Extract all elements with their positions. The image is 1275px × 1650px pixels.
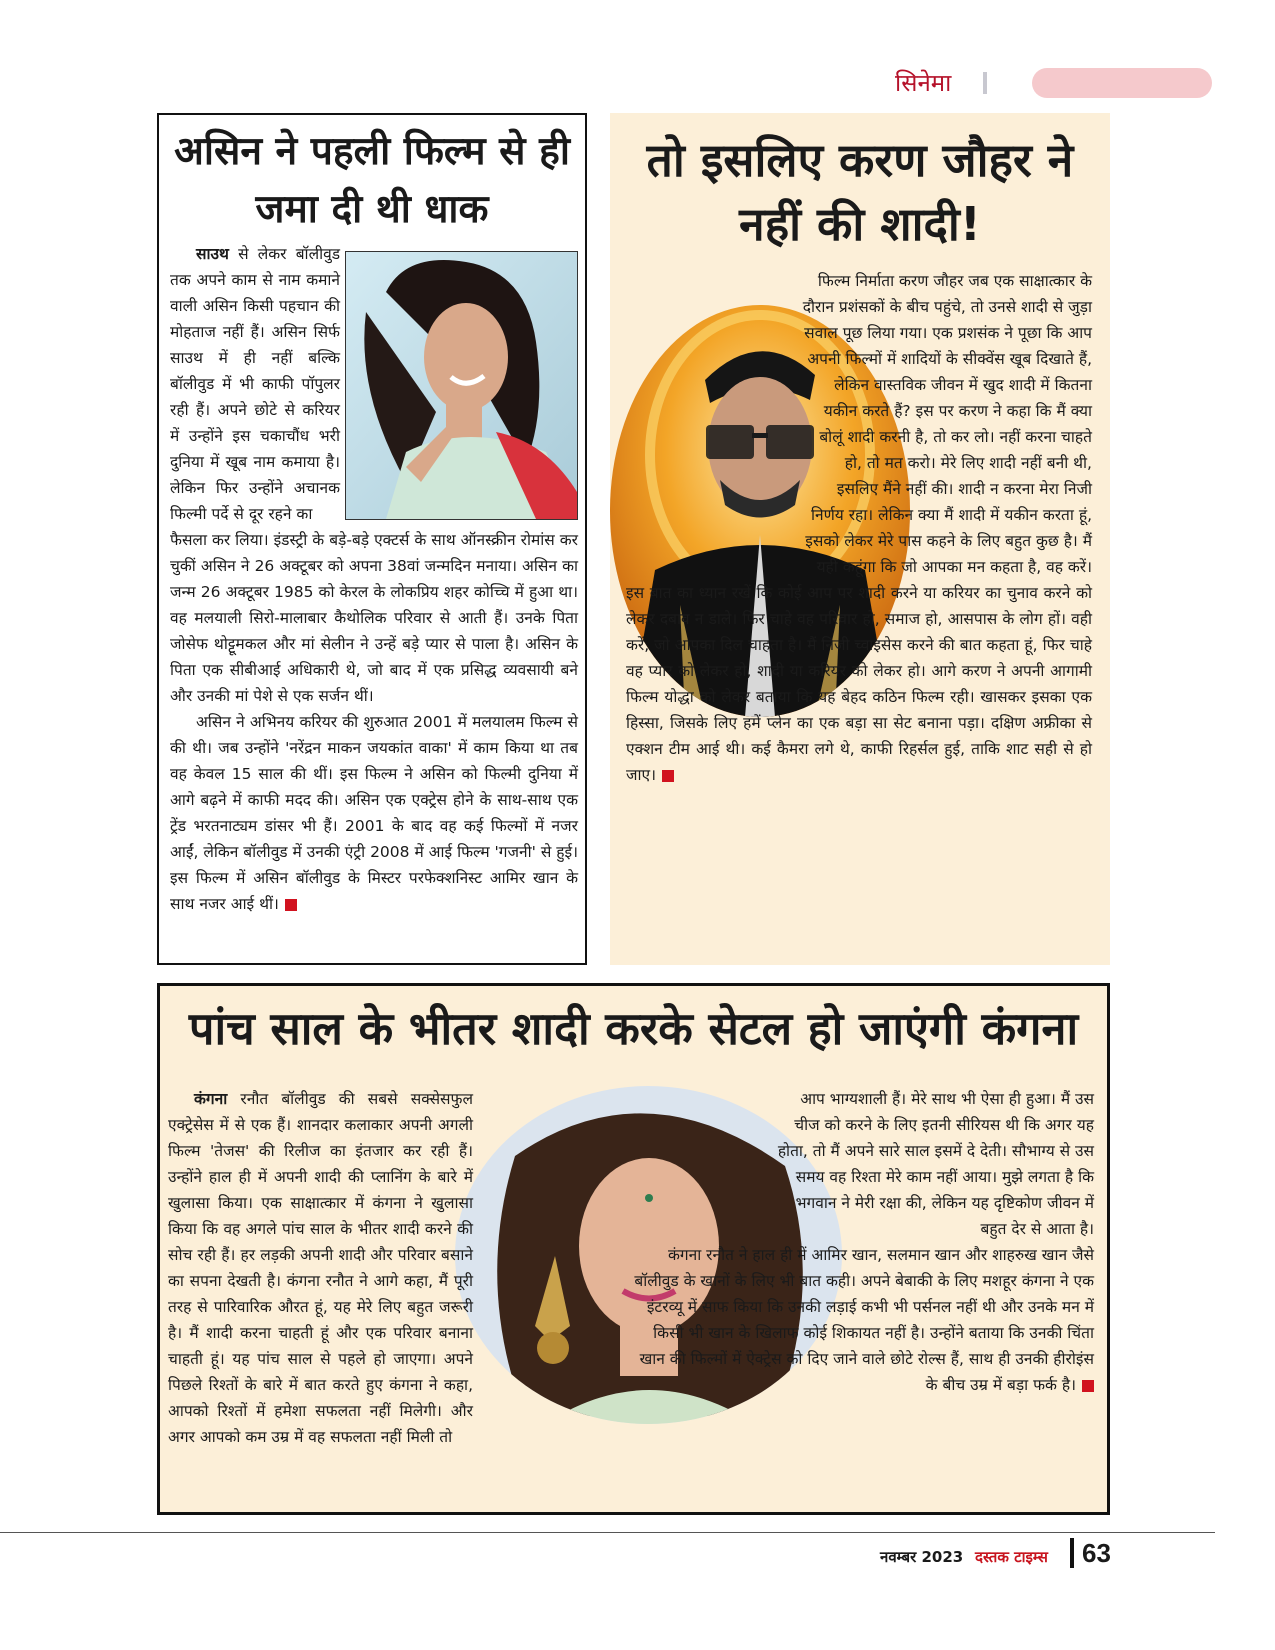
karan-paragraph-full bbox=[626, 580, 1092, 788]
footer-brand-logo: दस्तक टाइम्स bbox=[975, 1548, 1048, 1566]
end-mark-icon bbox=[1082, 1380, 1094, 1392]
karan-headline: तो इसलिए करण जौहर ने नहीं की शादी! bbox=[646, 133, 1074, 251]
karan-text-full: इस बात का ध्यान रखें कि कोई आप पर शादी करने या करियर का चुनाव करने को लेकर दबाव न डाले। फिर चाहे वह परिवार हो, समाज हो, आसपास के लोग हों। वही करें, जो आपका दिल चाहता है। मैं निजी च्वाइसेस करने की बात कहता हूं, फिर चाहे वह प्यार को लेकर हो, शादी या करियर को लेकर हो। आगे करण ने अपनी आगामी फिल्म योद्धा को लेकर बताया कि यह बेहद कठिन फिल्म रही। खासकर इसका एक हिस्सा, जिसके लिए हमें प्लेन का एक बड़ा सा सेट बनाना पड़ा। दक्षिण अफ्रीका से एक्शन टीम आई थी। कई कैमरा लगे थे, काफी रिहर्सल हुई, ताकि शाट सही से हो जाए। bbox=[626, 584, 1092, 784]
footer-date: नवम्बर 2023 bbox=[880, 1548, 964, 1566]
kangana-body-left bbox=[168, 1086, 623, 1450]
asin-paragraph-1-wrapped bbox=[170, 241, 340, 527]
kangana-text-right: कंगना रनौत ने हाल ही में आमिर खान, सलमान खान और शाहरुख खान जैसे बॉलीवुड के खानों के लिए भी बात कही। अपने बेबाकी के लिए मशहूर कंगना ने एक इंटरव्यू में साफ किया कि उनकी लड़ाई कभी भी पर्सनल नहीं थी और उनके मन में किसी भी खान के खिलाफ कोई शिकायत नहीं है। उन्होंने बताया कि उनकी चिंता खान की फिल्मों में ऐक्ट्रेस को दिए जाने वाले छोटे रोल्स हैं, साथ ही उनकी हीरोइंस के बीच उम्र में बड़ा फर्क है। bbox=[634, 1246, 1094, 1394]
kangana-text-left: रनौत बॉलीवुड की सबसे सक्सेसफुल एक्ट्रेसेस में से एक हैं। शानदार कलाकार अपनी अगली फिल्म 'तेजस' की रिलीज का इंतजार कर रही हैं। उन्होंने हाल ही में अपनी शादी की प्लानिंग के बारे में खुलासा किया। एक साक्षात्कार में कंगना ने खुलासा किया कि वह अगले पांच साल के भीतर शादी करने की सोच रही हैं। हर लड़की अपनी शादी और परिवार बसाने का सपना देखती है। कंगना रनौत ने आगे कहा, मैं पूरी तरह से पारिवारिक औरत हूं, यह मेरे लिए बहुत जरूरी है। मैं शादी करना चाहती हूं और एक परिवार बनाना चाहती हूं। यह पांच साल से पहले हो जाएगा। अपने पिछले रिश्तों के बारे में बात करते हुए कंगना ने कहा, आपको रिश्तों में हमेशा सफलता नहीं मिलेगी। और अगर आपको कम उम्र में वह सफलता नहीं मिली तो bbox=[168, 1090, 473, 1446]
footer-rule bbox=[0, 1532, 1215, 1533]
end-mark-icon bbox=[285, 899, 297, 911]
end-mark-icon bbox=[662, 770, 674, 782]
asin-paragraph-2 bbox=[170, 709, 578, 917]
kangana-paragraph-1 bbox=[168, 1086, 623, 1450]
asin-headline: असिन ने पहली फिल्म से ही जमा दी थी धाक bbox=[174, 129, 570, 232]
section-label: सिनेमा bbox=[895, 69, 952, 97]
kangana-paragraph-2: आप भाग्यशाली हैं। मेरे साथ भी ऐसा ही हुआ। मैं उस चीज को करने के लिए इतनी सीरियस थी कि अगर यह होता, तो मैं अपने सारे साल इसमें दे देती। सौभाग्य से उस समय वह रिश्ता मेरे काम नहीं आया। मुझे लगता है कि भगवान ने मेरी रक्षा की, लेकिन यह दृष्टिकोण जीवन में बहुत देर से आता है। bbox=[777, 1090, 1094, 1238]
page-number: 63 bbox=[1082, 1538, 1111, 1568]
kangana-body-right bbox=[630, 1086, 1094, 1398]
asin-text-p2: असिन ने अभिनय करियर की शुरुआत 2001 में मलयालम फिल्म से की थी। जब उन्होंने 'नरेंद्रन माकन जयकांत वाका' में काम किया था तब वह केवल 15 साल की थीं। इस फिल्म ने असिन को फिल्मी दुनिया में आगे बढ़ने में काफी मदद की। असिन एक एक्ट्रेस होने के साथ-साथ एक ट्रेंड भरतनाट्यम डांसर भी हैं। 2001 के बाद वह कई फिल्मों में नजर आईं, लेकिन बॉलीवुड में उनकी एंट्री 2008 में आई फिल्म 'गजनी' से हुई। इस फिल्म में असिन बॉलीवुड के मिस्टर परफेक्शनिस्ट आमिर खान के साथ नजर आई थीं। bbox=[170, 713, 578, 913]
kangana-paragraph-3 bbox=[630, 1242, 1094, 1398]
karan-paragraph-wrapped: फिल्म निर्माता करण जौहर जब एक साक्षात्कार के दौरान प्रशंसकों के बीच पहुंचे, तो उनसे शादी से जुड़ा सवाल पूछ लिया गया। एक प्रशसंक ने पूछा कि आप अपनी फिल्मों में शादियों के सीक्वेंस खूब दिखाते हैं, लेकिन वास्तविक जीवन में खुद शादी में कितना यकीन करते हैं? इस पर करण ने कहा कि मैं क्या बोलूं शादी करनी है, तो कर लो। नहीं करना चाहते हो, तो मत करो। मेरे लिए शादी नहीं बनी थी, इसलिए मैंने नहीं की। शादी न करना मेरा निजी निर्णय रहा। लेकिन क्या मैं शादी में यकीन करता हूं, इसको लेकर मेरे पास कहने के लिए बहुत कुछ है। मैं यही कहूंगा कि जो आपका मन कहता है, वह करें। bbox=[802, 272, 1092, 576]
section-pill-decoration bbox=[1032, 68, 1212, 98]
section-separator bbox=[983, 72, 987, 94]
kangana-lead-word: कंगना bbox=[194, 1090, 228, 1108]
asin-paragraph-1-rest: फैसला कर लिया। इंडस्ट्री के बड़े-बड़े एक्टर्स के साथ ऑनस्क्रीन रोमांस कर चुकीं असिन ने 26 अक्टूबर को अपना 38वां जन्मदिन मनाया। असिन का जन्म 26 अक्टूबर 1985 को केरल के लोकप्रिय शहर कोच्चि में हुआ था। वह मलयाली सिरो-मालाबार कैथोलिक परिवार से आती हैं। उनके पिता जोसेफ थोट्टूमकल और मां सेलीन ने उन्हें बड़े प्यार से पाला है। असिन के पिता एक सीबीआई अधिकारी थे, जो बाद में एक प्रसिद्ध व्यवसायी बने और उनकी मां पेशे से एक सर्जन थीं। bbox=[170, 531, 578, 705]
karan-body bbox=[626, 268, 1092, 788]
kangana-headline: पांच साल के भीतर शादी करके सेटल हो जाएंगी कंगना bbox=[188, 1002, 1079, 1055]
asin-text-wrap: से लेकर बॉलीवुड तक अपने काम से नाम कमाने वाली असिन किसी पहचान की मोहताज नहीं हैं। असिन सिर्फ साउथ में ही नहीं बल्कि बॉलीवुड में भी काफी पॉपुलर रही हैं। अपने छोटे से करियर में उन्होंने इस चकाचौंध भरी दुनिया में खूब नाम कमाया है। लेकिन फिर उन्होंने अचानक फिल्मी पर्दे से दूर रहने का bbox=[170, 245, 340, 523]
asin-body bbox=[170, 241, 578, 917]
footer-separator bbox=[1070, 1538, 1074, 1568]
asin-lead-word: साउथ bbox=[196, 245, 229, 263]
